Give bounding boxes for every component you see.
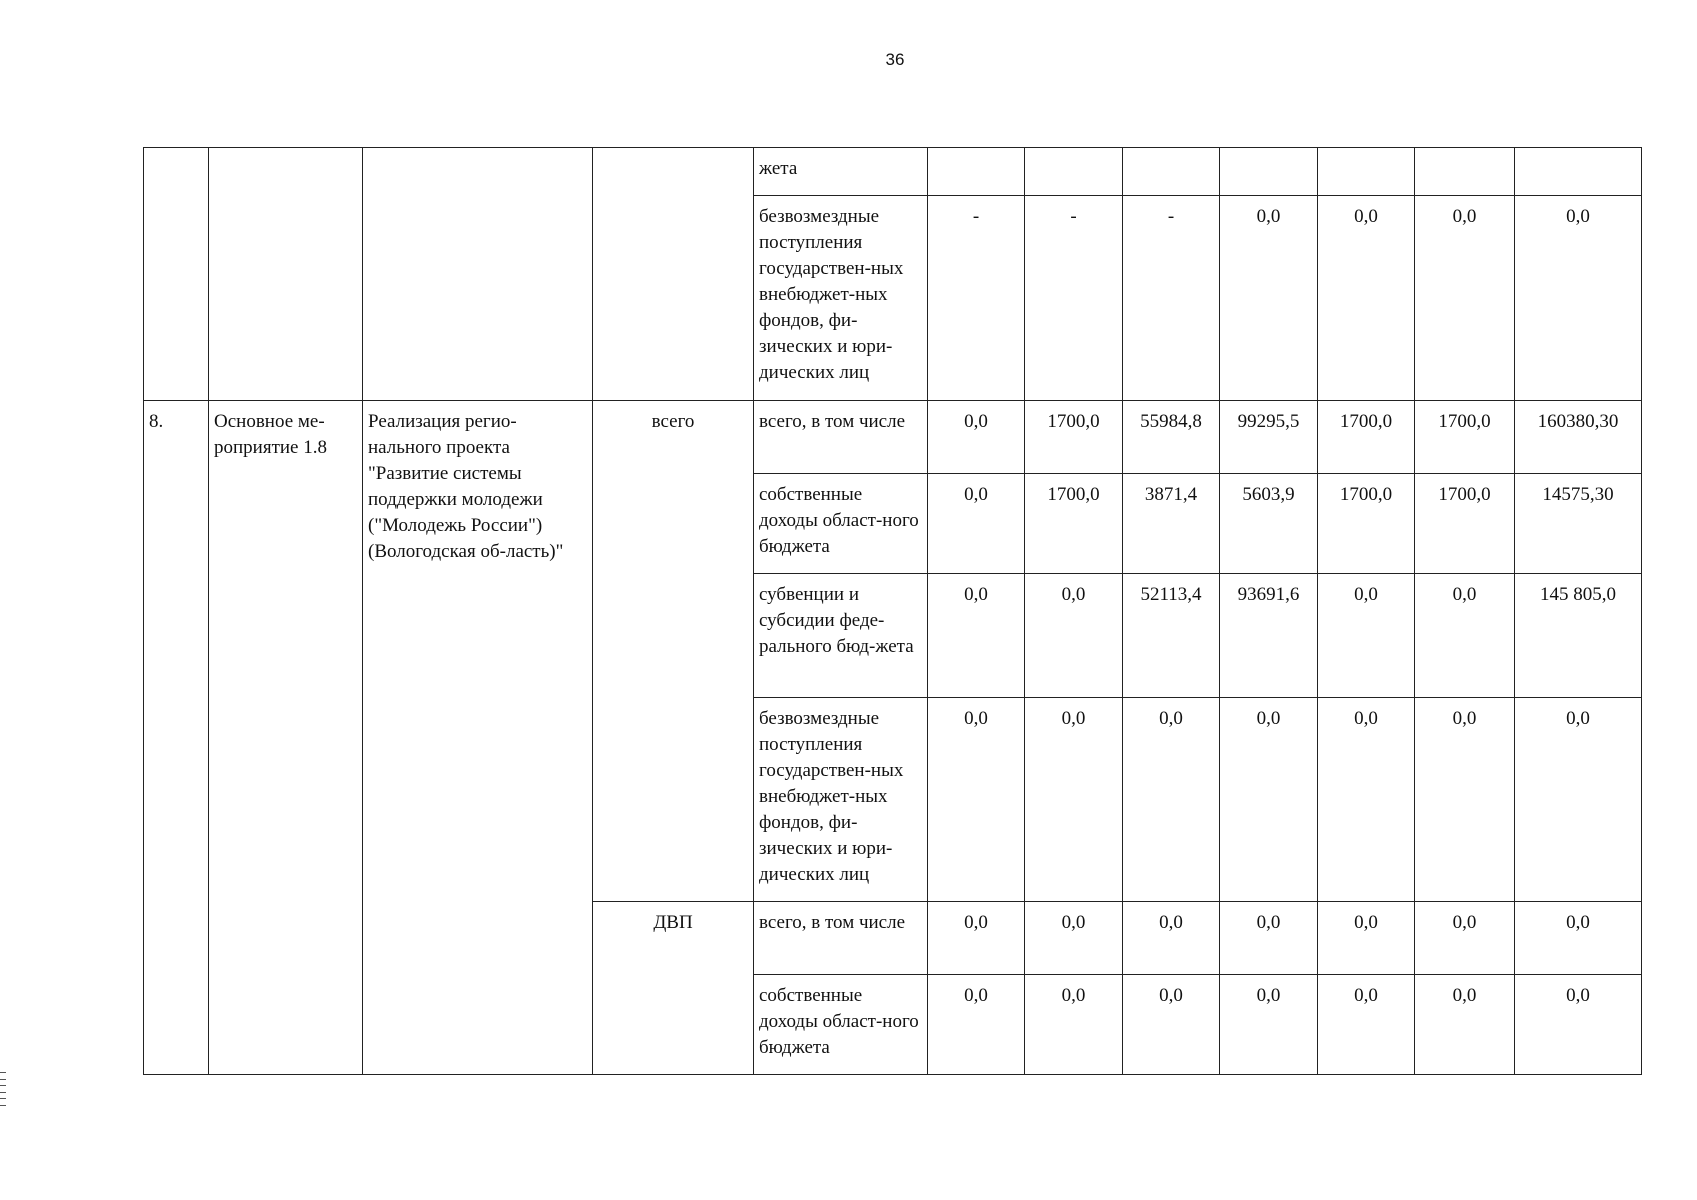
value-cell: 0,0 bbox=[928, 474, 1025, 574]
value-cell: 0,0 bbox=[1025, 975, 1123, 1075]
value-cell: 0,0 bbox=[1220, 698, 1318, 902]
value-cell: - bbox=[1025, 196, 1123, 401]
value-cell: 0,0 bbox=[1220, 196, 1318, 401]
executor-name: ДВП bbox=[593, 902, 754, 1075]
number-cell bbox=[144, 148, 209, 401]
table-row bbox=[144, 148, 1642, 196]
value-cell: 0,0 bbox=[1025, 902, 1123, 975]
value-cell: 0,0 bbox=[1515, 902, 1642, 975]
value-cell bbox=[1123, 148, 1220, 196]
funding-source-label: собственные доходы област-ного бюджета bbox=[754, 474, 928, 574]
value-cell: 0,0 bbox=[928, 574, 1025, 698]
value-cell: 0,0 bbox=[928, 698, 1025, 902]
value-cell: 0,0 bbox=[1123, 975, 1220, 1075]
event-cell bbox=[209, 148, 363, 401]
value-cell: 1700,0 bbox=[1415, 474, 1515, 574]
value-cell bbox=[928, 148, 1025, 196]
value-cell bbox=[1220, 148, 1318, 196]
value-cell: 5603,9 bbox=[1220, 474, 1318, 574]
funding-source-label: безвозмездные поступления государствен-ных внебюджет-ных фондов, фи-зических и юри-дических лиц bbox=[754, 698, 928, 902]
value-cell: - bbox=[1123, 196, 1220, 401]
value-cell: 145 805,0 bbox=[1515, 574, 1642, 698]
value-cell: 55984,8 bbox=[1123, 401, 1220, 474]
description-cell bbox=[363, 148, 593, 401]
value-cell: 1700,0 bbox=[1318, 401, 1415, 474]
value-cell: 0,0 bbox=[1415, 975, 1515, 1075]
value-cell: 0,0 bbox=[928, 902, 1025, 975]
value-cell: 0,0 bbox=[1318, 902, 1415, 975]
value-cell: 0,0 bbox=[1415, 574, 1515, 698]
value-cell: 93691,6 bbox=[1220, 574, 1318, 698]
value-cell: 0,0 bbox=[1415, 902, 1515, 975]
value-cell: 1700,0 bbox=[1025, 474, 1123, 574]
value-cell: 1700,0 bbox=[1025, 401, 1123, 474]
scan-edge-marks bbox=[0, 1072, 6, 1106]
event-description: Реализация регио-нального проекта "Развитие системы поддержки молодежи ("Молодежь России") (Вологодская об-ласть)" bbox=[363, 401, 593, 1075]
value-cell: 0,0 bbox=[1220, 975, 1318, 1075]
funding-source-label: безвозмездные поступления государствен-ных внебюджет-ных фондов, фи-зических и юри-дических лиц bbox=[754, 196, 928, 401]
item-number: 8. bbox=[144, 401, 209, 1075]
value-cell bbox=[1025, 148, 1123, 196]
budget-table bbox=[143, 147, 1642, 1075]
value-cell: 0,0 bbox=[928, 975, 1025, 1075]
value-cell: 0,0 bbox=[1515, 975, 1642, 1075]
value-cell bbox=[1515, 148, 1642, 196]
value-cell bbox=[1415, 148, 1515, 196]
value-cell: 0,0 bbox=[1220, 902, 1318, 975]
value-cell: 0,0 bbox=[1123, 698, 1220, 902]
value-cell: 99295,5 bbox=[1220, 401, 1318, 474]
table-body bbox=[144, 148, 1642, 1075]
value-cell: 0,0 bbox=[928, 401, 1025, 474]
value-cell: 0,0 bbox=[1025, 574, 1123, 698]
value-cell: 160380,30 bbox=[1515, 401, 1642, 474]
value-cell: 0,0 bbox=[1318, 975, 1415, 1075]
value-cell: 0,0 bbox=[1123, 902, 1220, 975]
value-cell: 0,0 bbox=[1515, 196, 1642, 401]
funding-source-label: всего, в том числе bbox=[754, 401, 928, 474]
value-cell: 0,0 bbox=[1318, 196, 1415, 401]
event-name: Основное ме-роприятие 1.8 bbox=[209, 401, 363, 1075]
funding-source-label: всего, в том числе bbox=[754, 902, 928, 975]
value-cell: 1700,0 bbox=[1318, 474, 1415, 574]
funding-source-label: жета bbox=[754, 148, 928, 196]
page-number: 36 bbox=[885, 50, 905, 69]
funding-source-label: собственные доходы област-ного бюджета bbox=[754, 975, 928, 1075]
executor-cell bbox=[593, 148, 754, 401]
value-cell: 52113,4 bbox=[1123, 574, 1220, 698]
value-cell: 0,0 bbox=[1415, 698, 1515, 902]
value-cell: 14575,30 bbox=[1515, 474, 1642, 574]
value-cell: - bbox=[928, 196, 1025, 401]
value-cell: 0,0 bbox=[1318, 698, 1415, 902]
executor-name: всего bbox=[593, 401, 754, 902]
value-cell: 0,0 bbox=[1415, 196, 1515, 401]
value-cell: 0,0 bbox=[1515, 698, 1642, 902]
funding-source-label: субвенции и субсидии феде-рального бюд-жета bbox=[754, 574, 928, 698]
table-row bbox=[144, 401, 1642, 474]
value-cell: 0,0 bbox=[1318, 574, 1415, 698]
value-cell: 1700,0 bbox=[1415, 401, 1515, 474]
value-cell: 3871,4 bbox=[1123, 474, 1220, 574]
value-cell bbox=[1318, 148, 1415, 196]
value-cell: 0,0 bbox=[1025, 698, 1123, 902]
